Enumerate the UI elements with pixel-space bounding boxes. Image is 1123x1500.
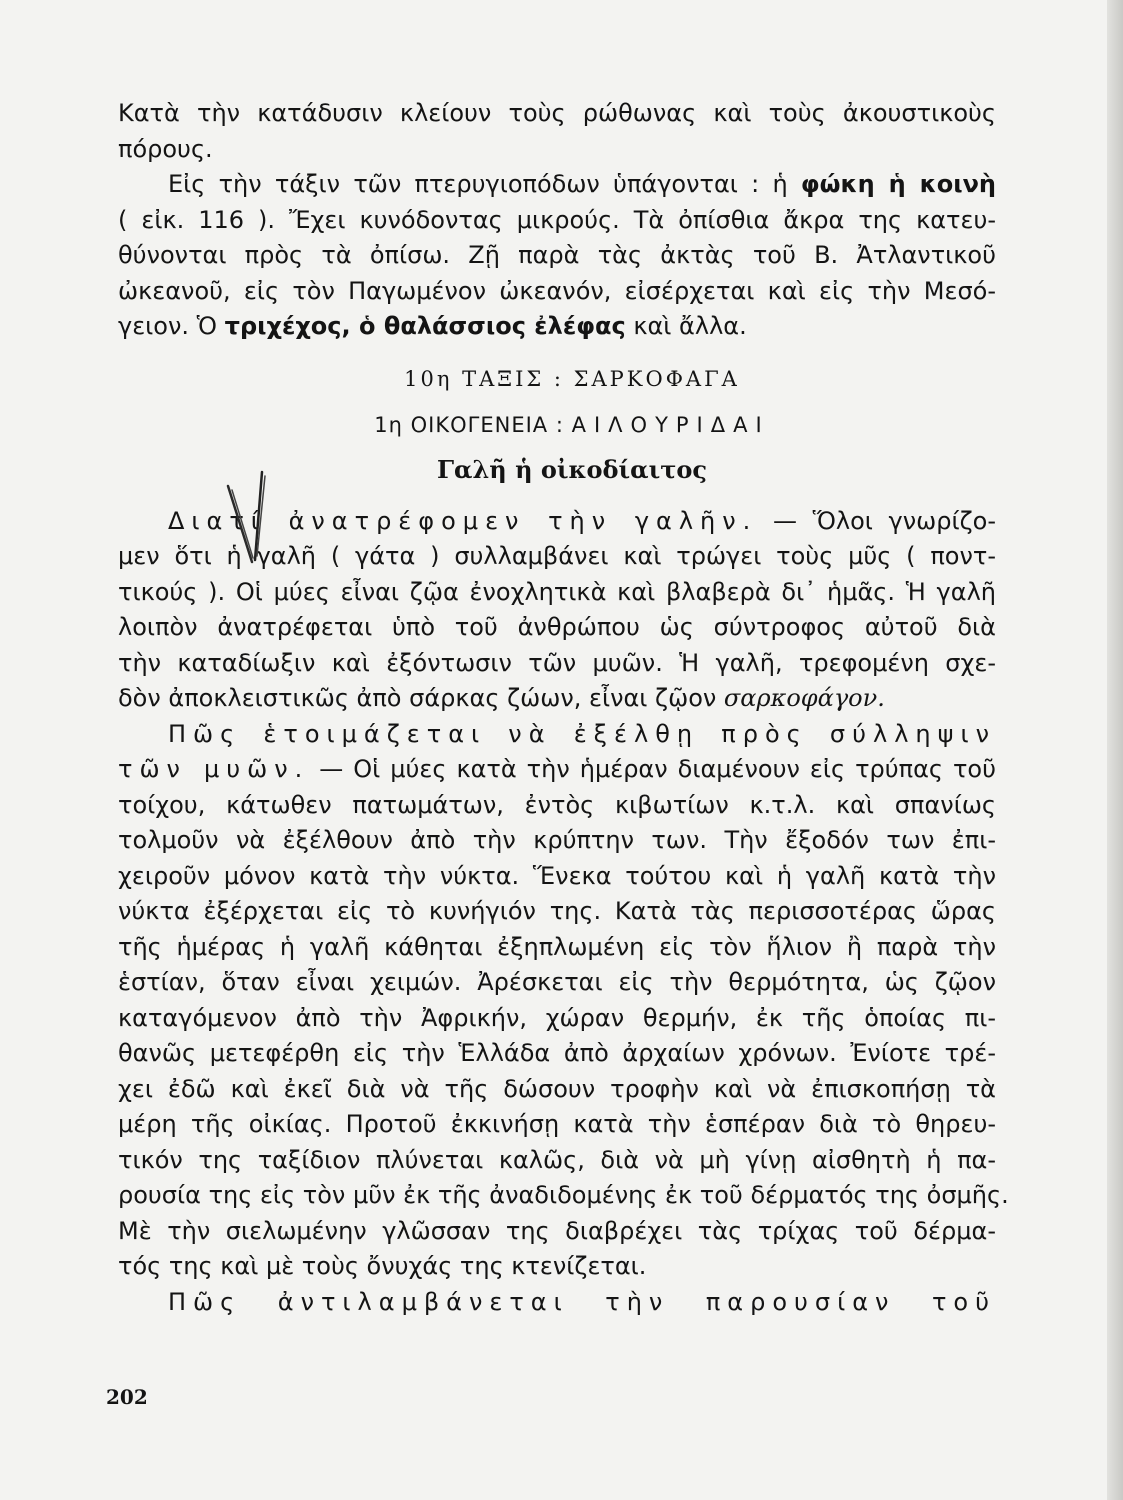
text-run: — Οἱ μύες κατὰ τὴν ἡμέραν διαμένουν εἰς τρύπας τοῦ: [309, 755, 997, 783]
text-line: [118, 167, 996, 203]
spaced-subheading: Πῶς ἑτοιμάζεται νὰ ἐξέλθῃ πρὸς σύλληψιν: [168, 719, 996, 748]
text-line: τοίχου, κάτωθεν πατωμάτων, ἐντὸς κιβωτίων κ.τ.λ. καὶ σπανίως: [118, 790, 996, 819]
italic-term: σαρκοφάγον.: [723, 684, 885, 712]
text-line: θύνονται πρὸς τὰ ὀπίσω. Ζῇ παρὰ τὰς ἀκτὰς τοῦ Β. Ἀτλαντικοῦ: [118, 241, 996, 269]
text-line: ( εἰκ. 116 ). Ἔχει κυνόδοντας μικρούς. Τὰ ὀπίσθια ἄκρα της κατευ-: [118, 205, 996, 234]
text-line: θανῶς μετεφέρθη εἰς τὴν Ἑλλάδα ἀπὸ ἀρχαίων χρόνων. Ἐνίοτε τρέ-: [118, 1039, 996, 1067]
bold-term: τριχέχος, ὁ θαλάσσιος ἐλέφας: [224, 312, 626, 340]
text-line: Μὲ τὴν σιελωμένην γλῶσσαν της διαβρέχει τὰς τρίχας τοῦ δέρμα-: [118, 1216, 996, 1245]
spaced-subheading: Διατί ἀνατρέφομεν τὴν γαλῆν.: [168, 506, 758, 535]
pencil-mark-icon: [222, 468, 282, 578]
text-line: ὠκεανοῦ, εἰς τὸν Παγωμένον ὠκεανόν, εἰσέρχεται καὶ εἰς τὴν Μεσό-: [118, 276, 996, 305]
class-heading: 10η ΤΑΞΙΣ : ΣΑΡΚΟΦΑΓΑ: [404, 366, 740, 391]
species-heading: Γαλῆ ἡ οἰκοδίαιτος: [436, 454, 708, 484]
text-run: γειον. Ὁ: [118, 312, 225, 340]
family-heading-name: ΑΙΛΟΥΡΙΔΑΙ: [571, 412, 770, 437]
page-edge-shadow: [1107, 0, 1123, 1500]
text-line: τικόν της ταξίδιον πλύνεται καλῶς, διὰ νὰ μὴ γίνῃ αἰσθητὴ ἡ πα-: [118, 1145, 996, 1174]
text-line: χειροῦν μόνον κατὰ τὴν νύκτα. Ἕνεκα τούτου καὶ ἡ γαλῆ κατὰ τὴν: [118, 861, 996, 890]
text-line: λοιπὸν ἀνατρέφεται ὑπὸ τοῦ ἀνθρώπου ὡς σύντροφος αὐτοῦ διὰ: [118, 613, 996, 641]
text-line: [118, 309, 996, 345]
text-run: καὶ ἄλλα.: [625, 312, 747, 340]
spaced-subheading: Πῶς ἀντιλαμβάνεται τὴν παρουσίαν τοῦ: [168, 1287, 996, 1316]
text-line: μεν ὅτι ἡ γαλῆ ( γάτα ) συλλαμβάνει καὶ τρώγει τοὺς μῦς ( ποντ-: [118, 542, 996, 570]
text-line: τικούς ). Οἱ μύες εἶναι ζῷα ἐνοχλητικὰ καὶ βλαβερὰ δι᾿ ἡμᾶς. Ἡ γαλῆ: [118, 577, 996, 606]
bold-term: φώκη ἡ κοινὴ: [800, 170, 997, 198]
text-line: Κατὰ τὴν κατάδυσιν κλείουν τοὺς ρώθωνας καὶ τοὺς ἀκουστικοὺς: [118, 99, 996, 127]
text-line: τὴν καταδίωξιν καὶ ἐξόντωσιν τῶν μυῶν. Ἡ γαλῆ, τρεφομένη σχε-: [118, 648, 996, 677]
text-line: πόρους.: [118, 134, 213, 163]
text-line: [118, 1285, 996, 1321]
text-line: χει ἐδῶ καὶ ἐκεῖ διὰ νὰ τῆς δώσουν τροφὴν καὶ νὰ ἐπισκοπήσῃ τὰ: [118, 1074, 996, 1103]
text-run: Εἰς τὴν τάξιν τῶν πτερυγιοπόδων ὑπάγονται : ἡ: [168, 170, 801, 198]
text-line: τός της καὶ μὲ τοὺς ὄνυχάς της κτενίζεται.: [118, 1252, 647, 1280]
family-heading-prefix: 1η ΟΙΚΟΓΕΝΕΙΑ :: [374, 412, 572, 437]
text-line: [118, 717, 996, 753]
text-line: [118, 752, 996, 788]
text-line: μέρη τῆς οἰκίας. Προτοῦ ἐκκινήσῃ κατὰ τὴν ἑσπέραν διὰ τὸ θηρευ-: [118, 1110, 996, 1138]
spaced-subheading: τῶν μυῶν.: [118, 755, 310, 783]
text-line: νύκτα ἐξέρχεται εἰς τὸ κυνήγιόν της. Κατὰ τὰς περισσοτέρας ὥρας: [118, 897, 996, 925]
text-line: τολμοῦν νὰ ἐξέλθουν ἀπὸ τὴν κρύπτην των. Τὴν ἔξοδόν των ἐπι-: [118, 826, 996, 854]
text-line: ρουσία της εἰς τὸν μῦν ἐκ τῆς ἀναδιδομένης ἐκ τοῦ δέρματός της ὀσμῆς.: [118, 1181, 1009, 1209]
family-heading: [118, 413, 996, 437]
text-line: καταγόμενον ἀπὸ τὴν Ἀφρικήν, χώραν θερμήν, ἐκ τῆς ὁποίας πι-: [118, 1003, 996, 1032]
text-line: ἑστίαν, ὅταν εἶναι χειμών. Ἀρέσκεται εἰς τὴν θερμότητα, ὡς ζῷον: [118, 968, 996, 996]
text-line: τῆς ἡμέρας ἡ γαλῆ κάθηται ἐξηπλωμένη εἰς τὸν ἥλιον ἢ παρὰ τὴν: [118, 932, 996, 961]
document-page: [118, 96, 1009, 1320]
page-number: 202: [106, 1385, 148, 1409]
text-line: [118, 681, 996, 717]
text-run: — Ὅλοι γνωρίζο-: [757, 506, 997, 535]
text-run: δὸν ἀποκλειστικῶς ἀπὸ σάρκας ζώων, εἶναι ζῷον: [118, 684, 724, 712]
